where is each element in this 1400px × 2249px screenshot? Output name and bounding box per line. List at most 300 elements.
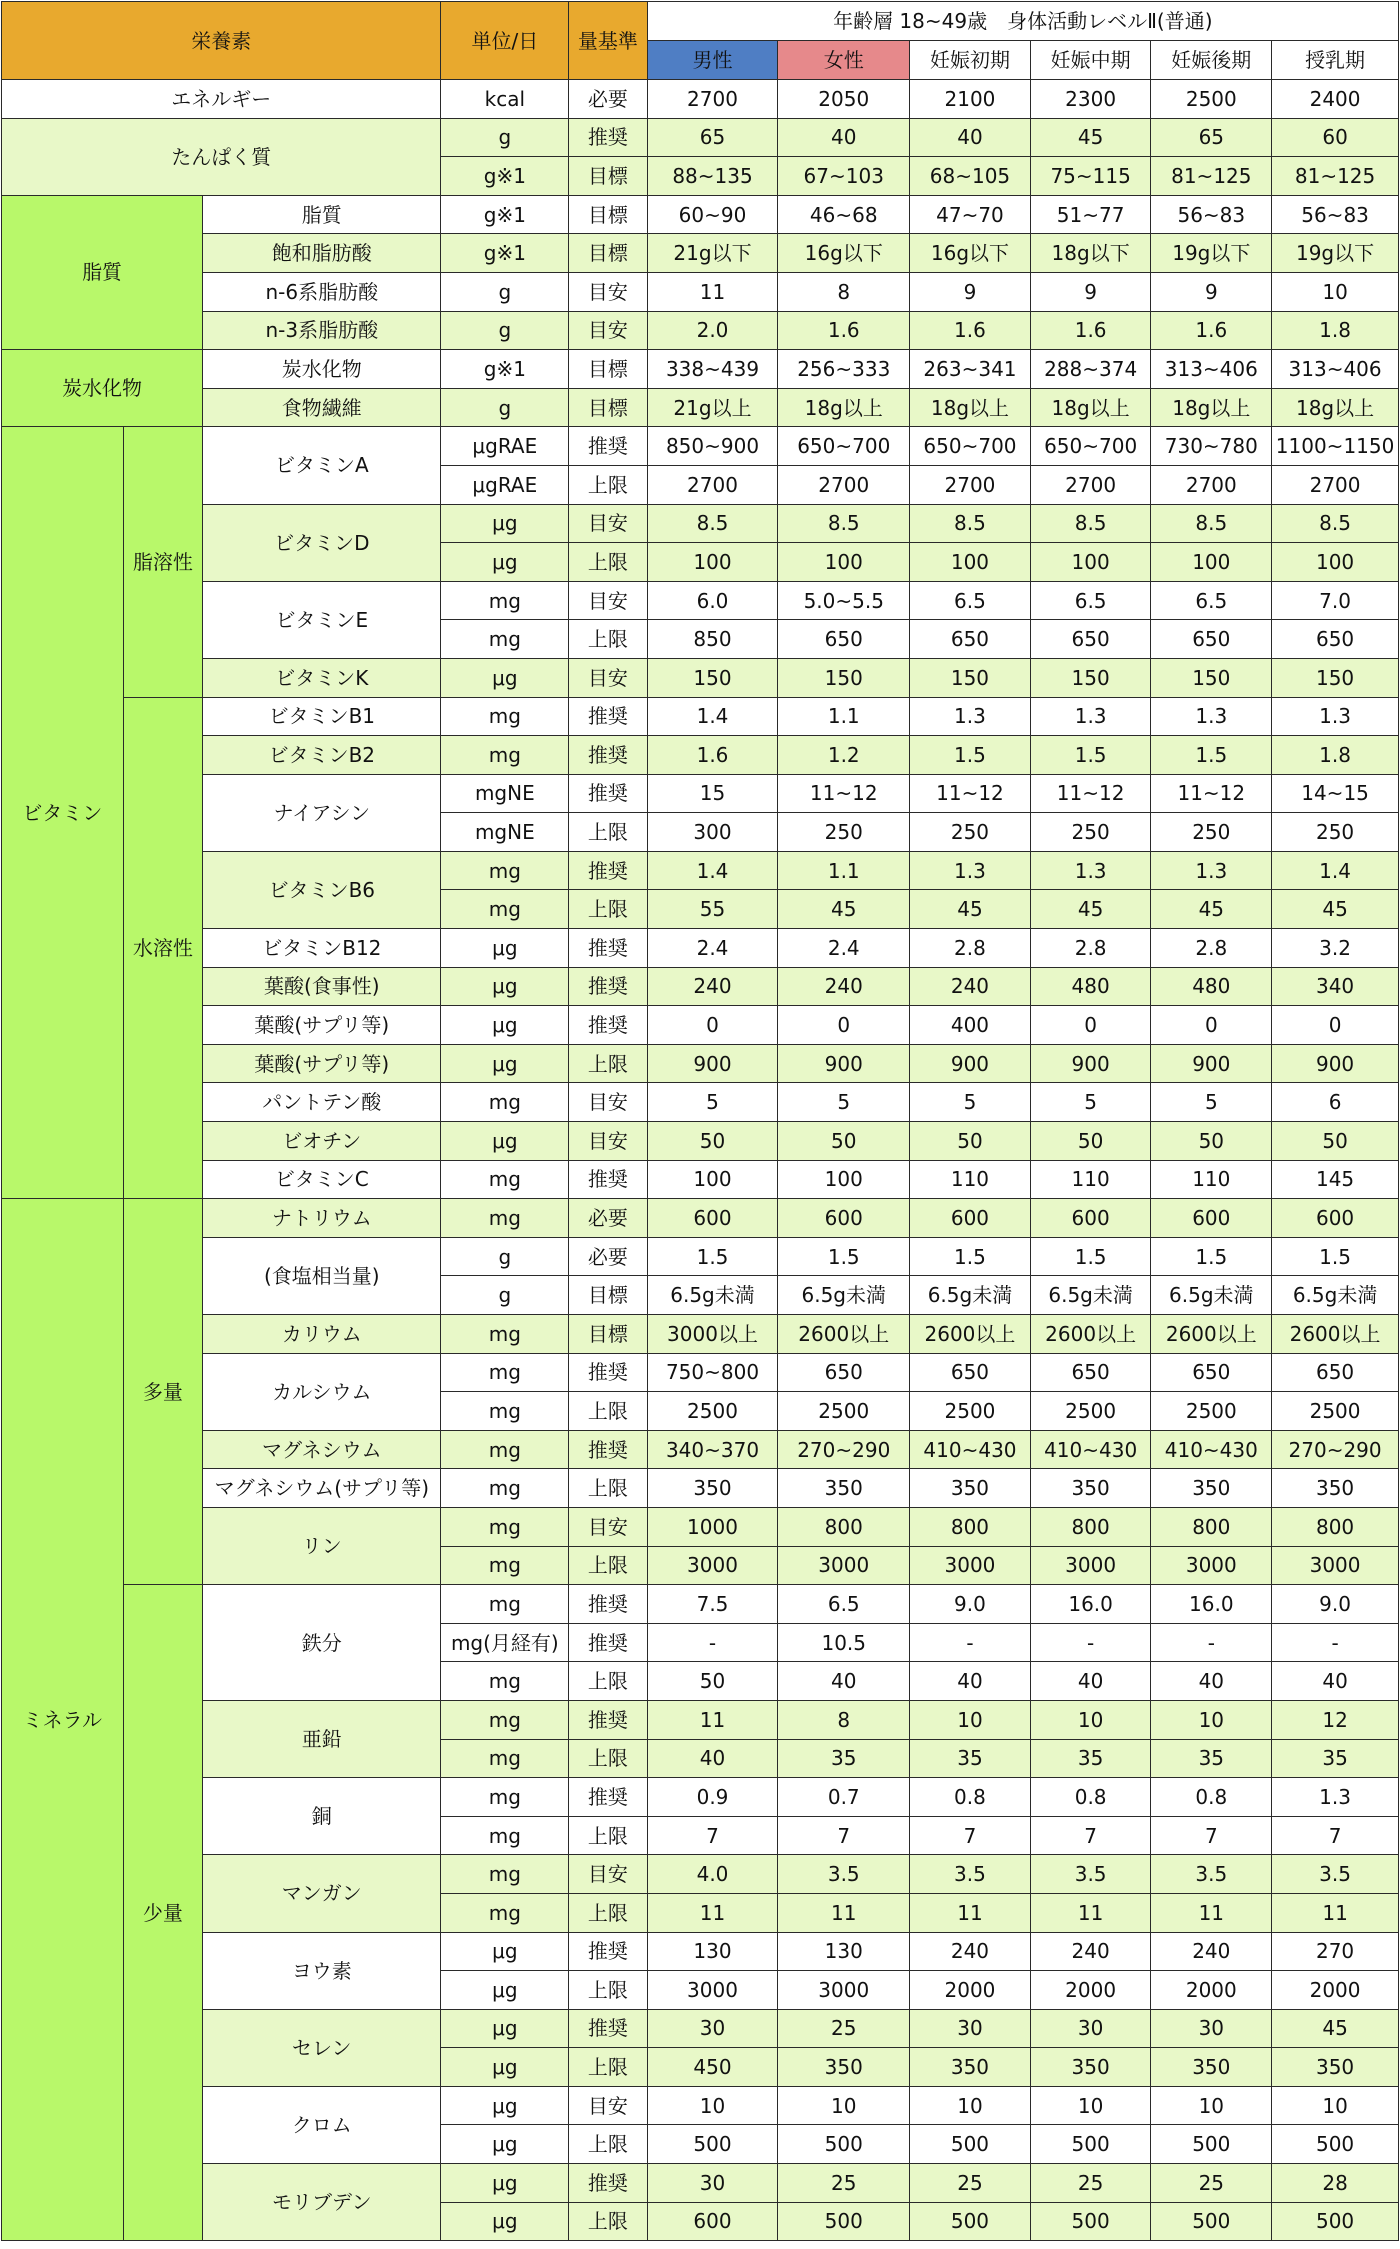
value-cell: 650	[1030, 1353, 1151, 1392]
value-cell: 2600以上	[1030, 1315, 1151, 1354]
value-cell: 18g以上	[1151, 388, 1272, 427]
value-cell: 650	[1151, 620, 1272, 659]
nutrient-name: ビタミンB2	[203, 736, 441, 775]
value-cell: 100	[647, 1160, 778, 1199]
nutrient-name: マグネシウム	[203, 1430, 441, 1469]
standard-cell: 目標	[569, 234, 647, 273]
table-row	[2, 350, 1399, 389]
nutrient-name: マンガン	[203, 1855, 441, 1932]
standard-cell: 推奨	[569, 1778, 647, 1817]
value-cell: 0.7	[778, 1778, 910, 1817]
value-cell: 0.8	[1030, 1778, 1151, 1817]
value-cell: 6.5g未満	[778, 1276, 910, 1315]
nutrient-name: ビタミンE	[203, 581, 441, 658]
value-cell: 45	[1030, 890, 1151, 929]
value-cell: 650	[1030, 620, 1151, 659]
value-cell: 288~374	[1030, 350, 1151, 389]
value-cell: 1.3	[1151, 697, 1272, 736]
value-cell: 6.5g未満	[1151, 1276, 1272, 1315]
value-cell: 4.0	[647, 1855, 778, 1894]
value-cell: 240	[778, 967, 910, 1006]
value-cell: 8.5	[778, 504, 910, 543]
value-cell: 9	[1151, 272, 1272, 311]
nutrient-name: 飽和脂肪酸	[203, 234, 441, 273]
value-cell: 2500	[1151, 80, 1272, 119]
table-row	[2, 1430, 1399, 1469]
category-label: ミネラル	[2, 1199, 124, 2241]
value-cell: 1.3	[910, 851, 1031, 890]
value-cell: 3.5	[1151, 1855, 1272, 1894]
value-cell: 21g以上	[647, 388, 778, 427]
value-cell: 81~125	[1272, 157, 1399, 196]
value-cell: 51~77	[1030, 195, 1151, 234]
nutrient-name: マグネシウム(サプリ等)	[203, 1469, 441, 1508]
value-cell: 9	[1030, 272, 1151, 311]
value-cell: 2500	[1272, 1392, 1399, 1431]
value-cell: 110	[1151, 1160, 1272, 1199]
value-cell: 3000	[910, 1546, 1031, 1585]
table-row	[2, 1469, 1399, 1508]
value-cell: 2000	[1272, 1971, 1399, 2010]
value-cell: 7	[778, 1816, 910, 1855]
value-cell: 3000	[1272, 1546, 1399, 1585]
standard-cell: 必要	[569, 1199, 647, 1238]
value-cell: 1.2	[778, 736, 910, 775]
unit-cell: mg	[441, 1700, 569, 1739]
value-cell: 150	[910, 658, 1031, 697]
value-cell: 1.3	[1272, 1778, 1399, 1817]
value-cell: 1.3	[910, 697, 1031, 736]
value-cell: 1.8	[1272, 736, 1399, 775]
unit-cell: mg	[441, 697, 569, 736]
nutrient-name: カリウム	[203, 1315, 441, 1354]
standard-cell: 上限	[569, 1392, 647, 1431]
unit-cell: mg	[441, 1199, 569, 1238]
unit-cell: μg	[441, 2048, 569, 2087]
value-cell: 7.5	[647, 1585, 778, 1624]
value-cell: 2.8	[910, 929, 1031, 968]
value-cell: 1.6	[778, 311, 910, 350]
value-cell: 2700	[1030, 465, 1151, 504]
value-cell: 2.4	[778, 929, 910, 968]
value-cell: 6.5	[778, 1585, 910, 1624]
unit-cell: g※1	[441, 234, 569, 273]
value-cell: 7	[910, 1816, 1031, 1855]
table-row	[2, 2164, 1399, 2203]
unit-cell: μgRAE	[441, 427, 569, 466]
value-cell: 11	[910, 1893, 1031, 1932]
standard-cell: 目安	[569, 504, 647, 543]
unit-cell: mg	[441, 1392, 569, 1431]
value-cell: 350	[910, 2048, 1031, 2087]
table-row	[2, 774, 1399, 813]
value-cell: 410~430	[910, 1430, 1031, 1469]
header-col-lactation: 授乳期	[1272, 41, 1399, 80]
standard-cell: 上限	[569, 2048, 647, 2087]
nutrient-name: 食物繊維	[203, 388, 441, 427]
value-cell: 25	[910, 2164, 1031, 2203]
unit-cell: g	[441, 1237, 569, 1276]
value-cell: 350	[778, 1469, 910, 1508]
unit-cell: μg	[441, 1044, 569, 1083]
value-cell: 25	[778, 2009, 910, 2048]
value-cell: 3000	[1151, 1546, 1272, 1585]
value-cell: 5	[1151, 1083, 1272, 1122]
value-cell: 250	[1272, 813, 1399, 852]
standard-cell: 上限	[569, 1971, 647, 2010]
unit-cell: μg	[441, 658, 569, 697]
standard-cell: 目安	[569, 1122, 647, 1161]
value-cell: 5	[647, 1083, 778, 1122]
standard-cell: 目標	[569, 157, 647, 196]
value-cell: 850	[647, 620, 778, 659]
value-cell: 500	[1272, 2125, 1399, 2164]
value-cell: 2700	[910, 465, 1031, 504]
value-cell: 11~12	[778, 774, 910, 813]
value-cell: 600	[647, 2202, 778, 2241]
value-cell: 10	[910, 1700, 1031, 1739]
subcategory-label: 水溶性	[123, 697, 202, 1199]
value-cell: 65	[1151, 118, 1272, 157]
standard-cell: 推奨	[569, 1160, 647, 1199]
value-cell: -	[910, 1623, 1031, 1662]
standard-cell: 上限	[569, 813, 647, 852]
unit-cell: mg	[441, 1893, 569, 1932]
value-cell: 900	[910, 1044, 1031, 1083]
nutrient-name: カルシウム	[203, 1353, 441, 1430]
value-cell: 8	[778, 1700, 910, 1739]
table-row	[2, 504, 1399, 543]
value-cell: 100	[910, 543, 1031, 582]
unit-cell: mg	[441, 851, 569, 890]
value-cell: 1.6	[1151, 311, 1272, 350]
unit-cell: mg	[441, 736, 569, 775]
subcategory-label: 多量	[123, 1199, 202, 1585]
unit-cell: μg	[441, 967, 569, 1006]
value-cell: 900	[1030, 1044, 1151, 1083]
value-cell: 250	[778, 813, 910, 852]
value-cell: 2700	[1151, 465, 1272, 504]
value-cell: 10	[1272, 272, 1399, 311]
header-col-late-pregnancy: 妊娠後期	[1151, 41, 1272, 80]
unit-cell: μg	[441, 2009, 569, 2048]
table-row	[2, 1083, 1399, 1122]
unit-cell: g	[441, 311, 569, 350]
value-cell: 130	[647, 1932, 778, 1971]
value-cell: 2100	[910, 80, 1031, 119]
standard-cell: 目標	[569, 350, 647, 389]
value-cell: 2500	[647, 1392, 778, 1431]
value-cell: 45	[1272, 890, 1399, 929]
header-col-female: 女性	[778, 41, 910, 80]
value-cell: 1.1	[778, 697, 910, 736]
standard-cell: 上限	[569, 1469, 647, 1508]
value-cell: 410~430	[1151, 1430, 1272, 1469]
value-cell: 400	[910, 1006, 1031, 1045]
table-row	[2, 1700, 1399, 1739]
value-cell: 3000	[778, 1546, 910, 1585]
value-cell: 250	[1030, 813, 1151, 852]
value-cell: 1.5	[778, 1237, 910, 1276]
value-cell: 500	[778, 2202, 910, 2241]
value-cell: 1.4	[647, 697, 778, 736]
nutrient-name: n-6系脂肪酸	[203, 272, 441, 311]
value-cell: 650~700	[1030, 427, 1151, 466]
category-label: 炭水化物	[2, 350, 203, 427]
value-cell: 7	[1151, 1816, 1272, 1855]
value-cell: 40	[647, 1739, 778, 1778]
value-cell: 45	[1030, 118, 1151, 157]
standard-cell: 目安	[569, 2086, 647, 2125]
standard-cell: 推奨	[569, 1932, 647, 1971]
value-cell: 338~439	[647, 350, 778, 389]
value-cell: 1000	[647, 1507, 778, 1546]
header-col-mid-pregnancy: 妊娠中期	[1030, 41, 1151, 80]
table-row	[2, 1507, 1399, 1546]
value-cell: -	[647, 1623, 778, 1662]
value-cell: 270~290	[778, 1430, 910, 1469]
value-cell: 3000以上	[647, 1315, 778, 1354]
nutrition-table	[1, 1, 1399, 2241]
value-cell: 750~800	[647, 1353, 778, 1392]
value-cell: 40	[1151, 1662, 1272, 1701]
value-cell: 40	[910, 118, 1031, 157]
value-cell: 56~83	[1272, 195, 1399, 234]
header-col-male: 男性	[647, 41, 778, 80]
table-row	[2, 2086, 1399, 2125]
value-cell: 0	[647, 1006, 778, 1045]
value-cell: 350	[1151, 2048, 1272, 2087]
unit-cell: μg	[441, 1006, 569, 1045]
value-cell: 1.6	[910, 311, 1031, 350]
value-cell: 45	[1272, 2009, 1399, 2048]
standard-cell: 目標	[569, 1315, 647, 1354]
value-cell: 650	[1272, 620, 1399, 659]
value-cell: 2600以上	[910, 1315, 1031, 1354]
unit-cell: μg	[441, 1122, 569, 1161]
value-cell: 600	[1151, 1199, 1272, 1238]
subcategory-label: 少量	[123, 1585, 202, 2241]
standard-cell: 上限	[569, 465, 647, 504]
value-cell: 2000	[1151, 1971, 1272, 2010]
value-cell: 500	[1272, 2202, 1399, 2241]
value-cell: 480	[1030, 967, 1151, 1006]
value-cell: 650	[1272, 1353, 1399, 1392]
value-cell: 150	[1272, 658, 1399, 697]
nutrient-name: (食塩相当量)	[203, 1237, 441, 1314]
value-cell: 11	[647, 1700, 778, 1739]
table-row	[2, 1932, 1399, 1971]
nutrient-name: 葉酸(サプリ等)	[203, 1006, 441, 1045]
standard-cell: 必要	[569, 80, 647, 119]
value-cell: 2400	[1272, 80, 1399, 119]
table-row	[2, 581, 1399, 620]
unit-cell: μg	[441, 1932, 569, 1971]
value-cell: 100	[1030, 543, 1151, 582]
value-cell: 500	[910, 2125, 1031, 2164]
value-cell: 900	[1151, 1044, 1272, 1083]
standard-cell: 目標	[569, 1276, 647, 1315]
value-cell: 350	[778, 2048, 910, 2087]
value-cell: 240	[910, 967, 1031, 1006]
unit-cell: mg	[441, 1353, 569, 1392]
nutrient-name: 脂質	[203, 195, 441, 234]
value-cell: 1.4	[647, 851, 778, 890]
nutrient-name: ビタミンC	[203, 1160, 441, 1199]
value-cell: 30	[1151, 2009, 1272, 2048]
value-cell: 650	[778, 620, 910, 659]
unit-cell: mg	[441, 1083, 569, 1122]
category-label: エネルギー	[2, 80, 441, 119]
value-cell: 340~370	[647, 1430, 778, 1469]
value-cell: 2700	[647, 80, 778, 119]
table-row	[2, 967, 1399, 1006]
standard-cell: 上限	[569, 620, 647, 659]
value-cell: 25	[1151, 2164, 1272, 2203]
standard-cell: 推奨	[569, 774, 647, 813]
value-cell: 68~105	[910, 157, 1031, 196]
table-row	[2, 1237, 1399, 1276]
value-cell: 35	[778, 1739, 910, 1778]
nutrient-name: ビタミンD	[203, 504, 441, 581]
value-cell: 35	[910, 1739, 1031, 1778]
unit-cell: mg	[441, 1160, 569, 1199]
value-cell: 6.5g未満	[1272, 1276, 1399, 1315]
value-cell: 1.5	[910, 736, 1031, 775]
value-cell: 1.5	[1030, 736, 1151, 775]
value-cell: 18g以下	[1030, 234, 1151, 273]
value-cell: 340	[1272, 967, 1399, 1006]
table-row	[2, 1122, 1399, 1161]
value-cell: 11	[647, 1893, 778, 1932]
nutrient-name: ビタミンK	[203, 658, 441, 697]
unit-cell: g	[441, 1276, 569, 1315]
nutrient-name: 銅	[203, 1778, 441, 1855]
value-cell: 1.8	[1272, 311, 1399, 350]
value-cell: 45	[910, 890, 1031, 929]
value-cell: 3.5	[1272, 1855, 1399, 1894]
unit-cell: μg	[441, 2202, 569, 2241]
table-row	[2, 195, 1399, 234]
value-cell: 30	[647, 2164, 778, 2203]
standard-cell: 推奨	[569, 929, 647, 968]
unit-cell: mg(月経有)	[441, 1623, 569, 1662]
table-row	[2, 1778, 1399, 1817]
standard-cell: 上限	[569, 543, 647, 582]
table-row	[2, 1006, 1399, 1045]
value-cell: 16g以下	[910, 234, 1031, 273]
standard-cell: 目安	[569, 272, 647, 311]
value-cell: 18g以上	[778, 388, 910, 427]
value-cell: 40	[778, 1662, 910, 1701]
unit-cell: μg	[441, 504, 569, 543]
value-cell: 250	[910, 813, 1031, 852]
standard-cell: 推奨	[569, 2164, 647, 2203]
unit-cell: mg	[441, 1315, 569, 1354]
value-cell: 3000	[647, 1546, 778, 1585]
value-cell: 60	[1272, 118, 1399, 157]
value-cell: 2600以上	[778, 1315, 910, 1354]
value-cell: 350	[1151, 1469, 1272, 1508]
table-row	[2, 234, 1399, 273]
unit-cell: μg	[441, 2125, 569, 2164]
unit-cell: g	[441, 388, 569, 427]
unit-cell: μg	[441, 1971, 569, 2010]
value-cell: 19g以下	[1151, 234, 1272, 273]
value-cell: 3.5	[1030, 1855, 1151, 1894]
value-cell: 2.0	[647, 311, 778, 350]
standard-cell: 上限	[569, 2125, 647, 2164]
value-cell: 11	[1030, 1893, 1151, 1932]
value-cell: 50	[647, 1662, 778, 1701]
value-cell: 850~900	[647, 427, 778, 466]
table-row	[2, 1160, 1399, 1199]
value-cell: 10	[1151, 1700, 1272, 1739]
value-cell: 150	[778, 658, 910, 697]
value-cell: 21g以下	[647, 234, 778, 273]
value-cell: 6.5	[910, 581, 1031, 620]
value-cell: 6.5	[1030, 581, 1151, 620]
value-cell: 800	[1151, 1507, 1272, 1546]
nutrient-name: ヨウ素	[203, 1932, 441, 2009]
value-cell: 100	[778, 543, 910, 582]
value-cell: 10	[1151, 2086, 1272, 2125]
standard-cell: 上限	[569, 1662, 647, 1701]
standard-cell: 推奨	[569, 118, 647, 157]
unit-cell: mg	[441, 1430, 569, 1469]
value-cell: 7	[647, 1816, 778, 1855]
value-cell: 900	[778, 1044, 910, 1083]
value-cell: -	[1030, 1623, 1151, 1662]
value-cell: 1.3	[1272, 697, 1399, 736]
table-row	[2, 697, 1399, 736]
value-cell: 35	[1030, 1739, 1151, 1778]
value-cell: 0	[778, 1006, 910, 1045]
value-cell: 270	[1272, 1932, 1399, 1971]
value-cell: 1.3	[1030, 697, 1151, 736]
value-cell: 35	[1272, 1739, 1399, 1778]
value-cell: 45	[778, 890, 910, 929]
value-cell: 0.8	[910, 1778, 1031, 1817]
nutrient-name: n-3系脂肪酸	[203, 311, 441, 350]
value-cell: 40	[1272, 1662, 1399, 1701]
value-cell: 3000	[647, 1971, 778, 2010]
value-cell: 650~700	[778, 427, 910, 466]
unit-cell: g	[441, 272, 569, 311]
standard-cell: 目安	[569, 658, 647, 697]
value-cell: 1.5	[1151, 736, 1272, 775]
value-cell: 100	[778, 1160, 910, 1199]
value-cell: 16.0	[1151, 1585, 1272, 1624]
standard-cell: 推奨	[569, 697, 647, 736]
category-label: 脂質	[2, 195, 203, 349]
value-cell: 350	[1272, 2048, 1399, 2087]
standard-cell: 上限	[569, 1546, 647, 1585]
unit-cell: μgRAE	[441, 465, 569, 504]
value-cell: 2700	[778, 465, 910, 504]
header-col-early-pregnancy: 妊娠初期	[910, 41, 1031, 80]
unit-cell: mg	[441, 1662, 569, 1701]
value-cell: 2.8	[1151, 929, 1272, 968]
value-cell: 1.6	[1030, 311, 1151, 350]
value-cell: 11~12	[1151, 774, 1272, 813]
standard-cell: 目安	[569, 311, 647, 350]
value-cell: 0	[1030, 1006, 1151, 1045]
value-cell: 600	[1272, 1199, 1399, 1238]
standard-cell: 必要	[569, 1237, 647, 1276]
value-cell: 2050	[778, 80, 910, 119]
value-cell: 11	[1272, 1893, 1399, 1932]
